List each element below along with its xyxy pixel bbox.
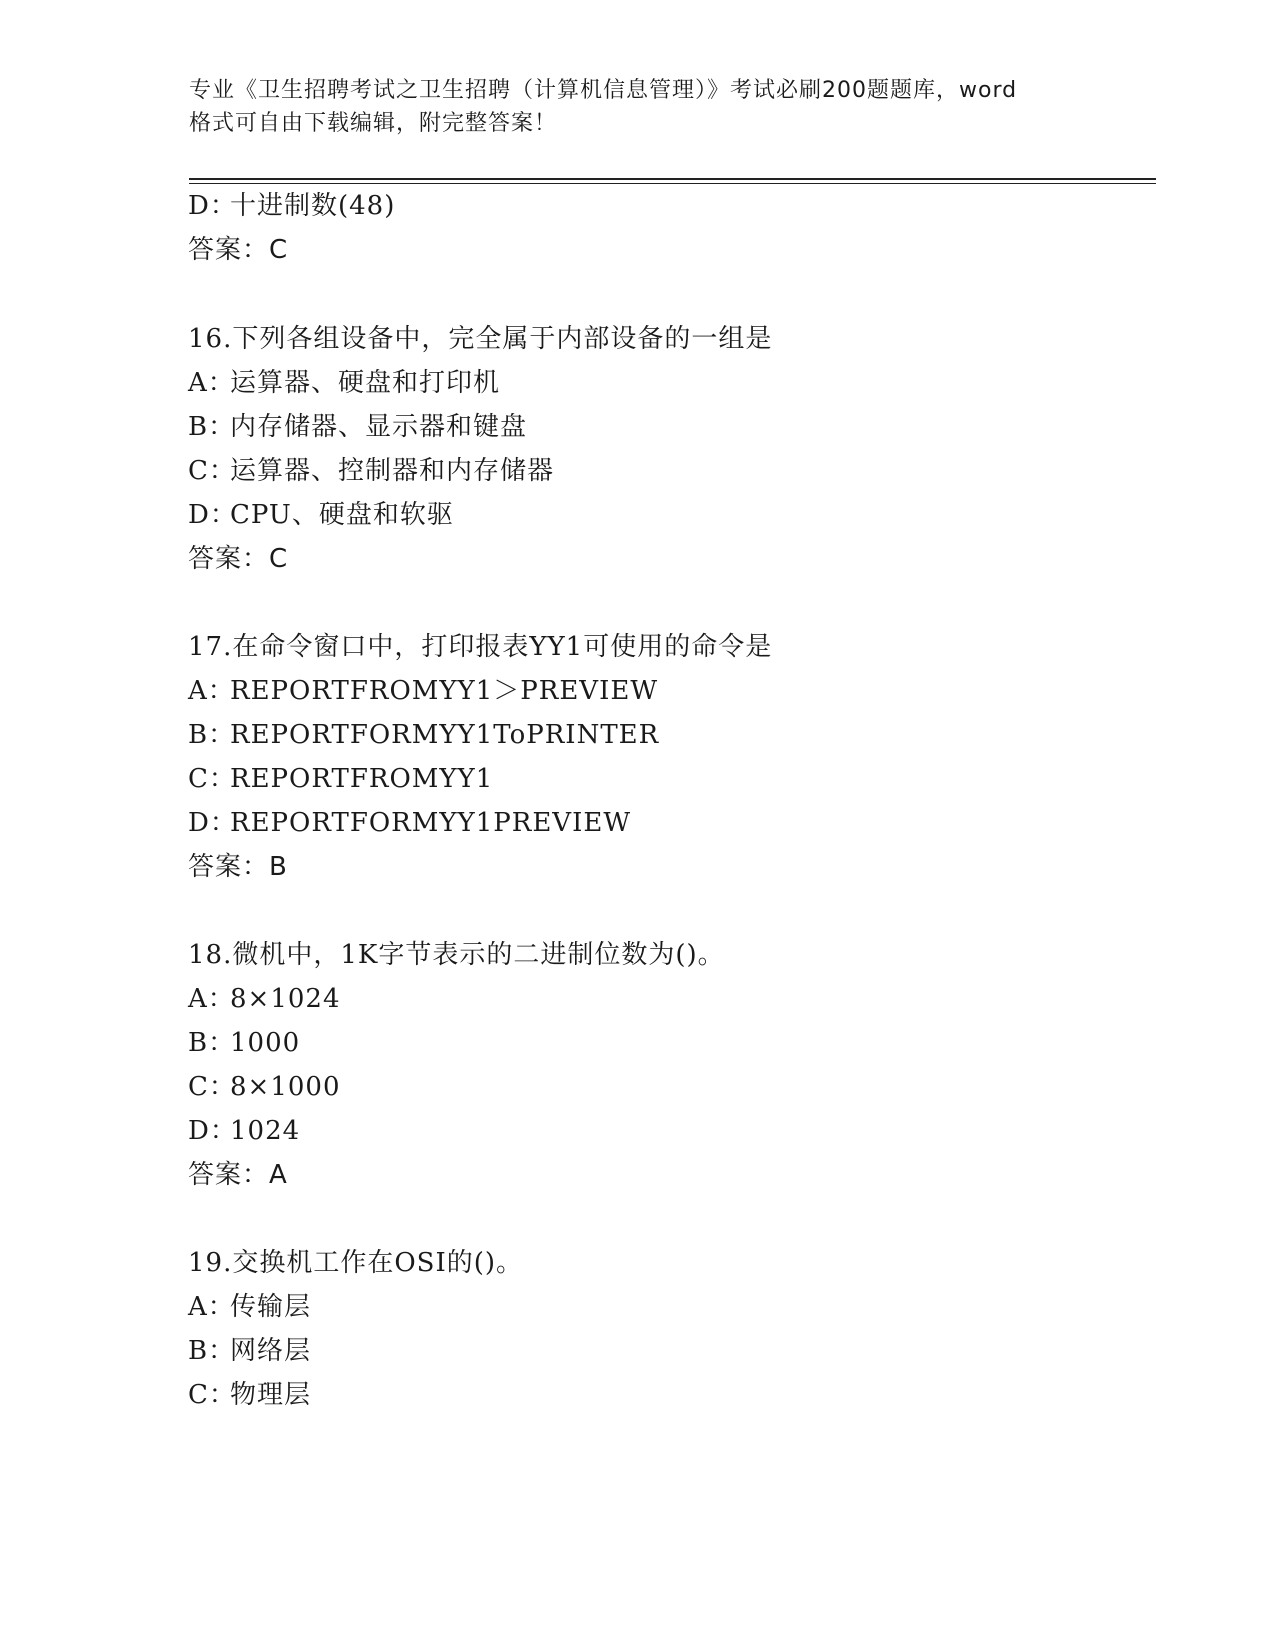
header-divider-thin	[189, 183, 1156, 184]
option-label: D：	[188, 191, 237, 221]
option-label: B：	[188, 412, 236, 442]
option-c	[188, 1071, 341, 1103]
option-label: D：	[188, 808, 237, 838]
option-c	[188, 455, 554, 487]
header-line-2: 格式可自由下载编辑，附完整答案！	[189, 111, 558, 136]
option-label: B：	[188, 720, 236, 750]
option-label: D：	[188, 1116, 237, 1146]
option-text: 8×1024	[230, 984, 341, 1014]
option-a	[188, 1291, 311, 1323]
option-text: 传输层	[230, 1292, 312, 1322]
option-text: REPORTFROMYY1	[230, 764, 494, 794]
question-stem: 18.微机中，1K字节表示的二进制位数为()。	[188, 940, 725, 970]
option-text: 8×1000	[230, 1072, 341, 1102]
option-label: C：	[188, 1072, 236, 1102]
answer: 答案：A	[188, 1160, 288, 1190]
prev-answer: 答案：C	[188, 235, 289, 265]
option-text: 1024	[230, 1116, 301, 1146]
option-text: 运算器、控制器和内存储器	[230, 456, 555, 486]
option-text: REPORTFORMYY1PREVIEW	[230, 808, 632, 838]
option-label: D：	[188, 500, 237, 530]
prev-option-d	[188, 190, 395, 222]
option-c	[188, 763, 493, 795]
option-b	[188, 719, 659, 751]
option-text: 网络层	[230, 1336, 312, 1366]
option-a	[188, 983, 341, 1015]
option-text: CPU、硬盘和软驱	[230, 500, 454, 530]
option-text: 十进制数(48)	[230, 191, 396, 221]
option-label: C：	[188, 1380, 236, 1410]
answer: 答案：B	[188, 852, 288, 882]
option-b	[188, 411, 527, 443]
header-line-1: 专业《卫生招聘考试之卫生招聘（计算机信息管理）》考试必刷200题题库，word	[189, 78, 1018, 103]
option-b	[188, 1335, 311, 1367]
option-label: A：	[188, 368, 235, 398]
option-d	[188, 1115, 300, 1147]
option-a	[188, 367, 500, 399]
option-label: A：	[188, 1292, 235, 1322]
option-text: 物理层	[230, 1380, 312, 1410]
header-divider	[189, 178, 1156, 180]
option-text: 内存储器、显示器和键盘	[230, 412, 528, 442]
question-stem: 17.在命令窗口中，打印报表YY1可使用的命令是	[188, 632, 773, 662]
option-label: A：	[188, 984, 235, 1014]
option-c	[188, 1379, 311, 1411]
option-d	[188, 499, 454, 531]
option-label: A：	[188, 676, 235, 706]
option-d	[188, 807, 631, 839]
answer: 答案：C	[188, 544, 289, 574]
option-text: 1000	[230, 1028, 301, 1058]
document-header	[189, 74, 1089, 140]
option-label: C：	[188, 456, 236, 486]
question-stem: 16.下列各组设备中，完全属于内部设备的一组是	[188, 324, 773, 354]
option-b	[188, 1027, 300, 1059]
option-text: 运算器、硬盘和打印机	[230, 368, 501, 398]
option-label: B：	[188, 1336, 236, 1366]
option-a	[188, 675, 658, 707]
question-stem: 19.交换机工作在OSI的()。	[188, 1248, 524, 1278]
option-label: B：	[188, 1028, 236, 1058]
option-label: C：	[188, 764, 236, 794]
option-text: REPORTFROMYY1＞PREVIEW	[230, 676, 659, 706]
option-text: REPORTFORMYY1ToPRINTER	[230, 720, 660, 750]
